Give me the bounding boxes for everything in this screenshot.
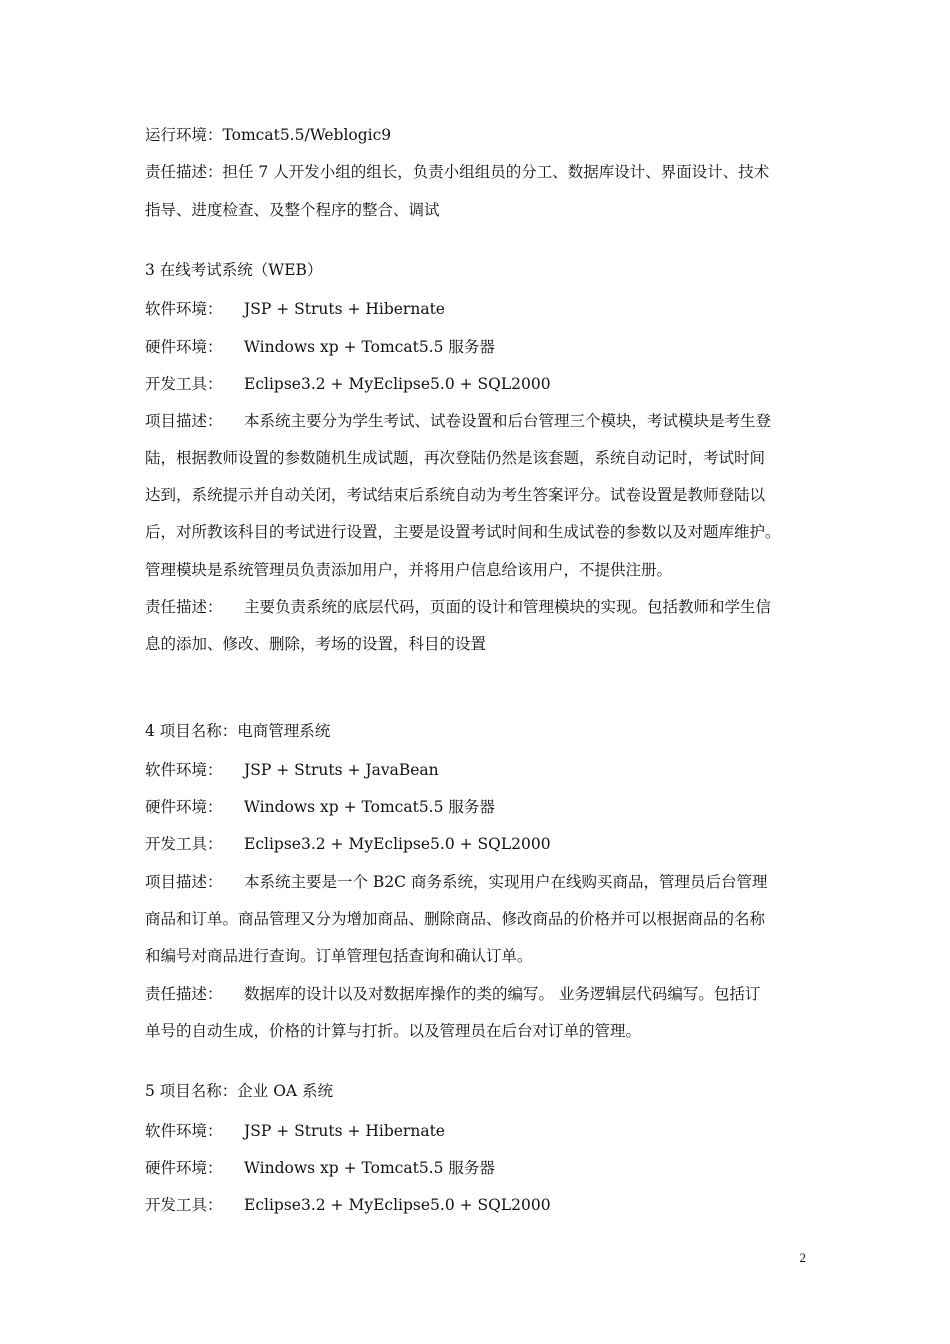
text-line: 运行环境：Tomcat5.5/Weblogic9	[145, 126, 392, 144]
text-line: 息的添加、修改、删除，考场的设置，科目的设置	[145, 635, 487, 653]
text-line	[145, 1158, 495, 1178]
text-line	[145, 834, 551, 854]
text-line: 达到，系统提示并自动关闭，考试结束后系统自动为考生答案评分。试卷设置是教师登陆以	[145, 486, 766, 504]
field-value: Eclipse3.2 + MyEclipse5.0 + SQL2000	[244, 1196, 551, 1214]
field-value: Eclipse3.2 + MyEclipse5.0 + SQL2000	[244, 835, 551, 853]
field-value: JSP + Struts + Hibernate	[244, 300, 445, 318]
field-value: Windows xp + Tomcat5.5 服务器	[244, 338, 495, 356]
field-label: 硬件环境：	[145, 1159, 223, 1177]
field-value: Windows xp + Tomcat5.5 服务器	[244, 798, 495, 816]
text-line: 管理模块是系统管理员负责添加用户，并将用户信息给该用户，不提供注册。	[145, 561, 673, 579]
text-line	[145, 411, 771, 431]
text-line	[145, 337, 495, 357]
field-value: 数据库的设计以及对数据库操作的类的编写。 业务逻辑层代码编写。包括订	[244, 985, 761, 1003]
text-line: 陆，根据教师设置的参数随机生成试题，再次登陆仍然是该套题，系统自动记时，考试时间	[145, 449, 766, 467]
text-line	[145, 1195, 551, 1215]
text-line	[145, 984, 760, 1004]
field-label: 软件环境：	[145, 761, 223, 779]
text-line: 商品和订单。商品管理又分为增加商品、删除商品、修改商品的价格并可以根据商品的名称	[145, 910, 766, 928]
text-line: 后，对所教该科目的考试进行设置，主要是设置考试时间和生成试卷的参数以及对题库维护。	[145, 523, 781, 541]
text-line: 和编号对商品进行查询。订单管理包括查询和确认订单。	[145, 947, 533, 965]
field-label: 硬件环境：	[145, 338, 223, 356]
text-line: 责任描述：担任 7 人开发小组的组长，负责小组组员的分工、数据库设计、界面设计、技术	[145, 163, 770, 181]
field-label: 开发工具：	[145, 1196, 223, 1214]
field-label: 项目描述：	[145, 873, 223, 891]
page-number: 2	[799, 1250, 806, 1265]
text-line	[145, 872, 767, 892]
field-value: JSP + Struts + JavaBean	[244, 761, 439, 779]
field-label: 项目描述：	[145, 412, 223, 430]
text-line: 指导、进度检查、及整个程序的整合、调试	[145, 201, 440, 219]
field-label: 软件环境：	[145, 300, 223, 318]
field-label: 硬件环境：	[145, 798, 223, 816]
field-value: JSP + Struts + Hibernate	[244, 1122, 445, 1140]
text-line	[145, 1121, 445, 1141]
text-line	[145, 597, 771, 617]
field-value: Windows xp + Tomcat5.5 服务器	[244, 1159, 495, 1177]
text-line	[145, 299, 445, 319]
field-label: 软件环境：	[145, 1122, 223, 1140]
text-line	[145, 374, 551, 394]
field-value: 本系统主要是一个 B2C 商务系统，实现用户在线购买商品，管理员后台管理	[244, 873, 768, 891]
field-label: 责任描述：	[145, 598, 223, 616]
field-label: 开发工具：	[145, 375, 223, 393]
field-label: 责任描述：	[145, 985, 223, 1003]
text-line	[145, 797, 495, 817]
text-line: 5 项目名称：企业 OA 系统	[145, 1082, 334, 1100]
text-line: 单号的自动生成，价格的计算与打折。以及管理员在后台对订单的管理。	[145, 1022, 642, 1040]
field-value: Eclipse3.2 + MyEclipse5.0 + SQL2000	[244, 375, 551, 393]
text-line: 3 在线考试系统（WEB）	[145, 261, 323, 279]
field-label: 开发工具：	[145, 835, 223, 853]
text-line	[145, 760, 439, 780]
field-value: 本系统主要分为学生考试、试卷设置和后台管理三个模块，考试模块是考生登	[244, 412, 772, 430]
field-value: 主要负责系统的底层代码，页面的设计和管理模块的实现。包括教师和学生信	[244, 598, 772, 616]
text-line: 4 项目名称：电商管理系统	[145, 722, 331, 740]
